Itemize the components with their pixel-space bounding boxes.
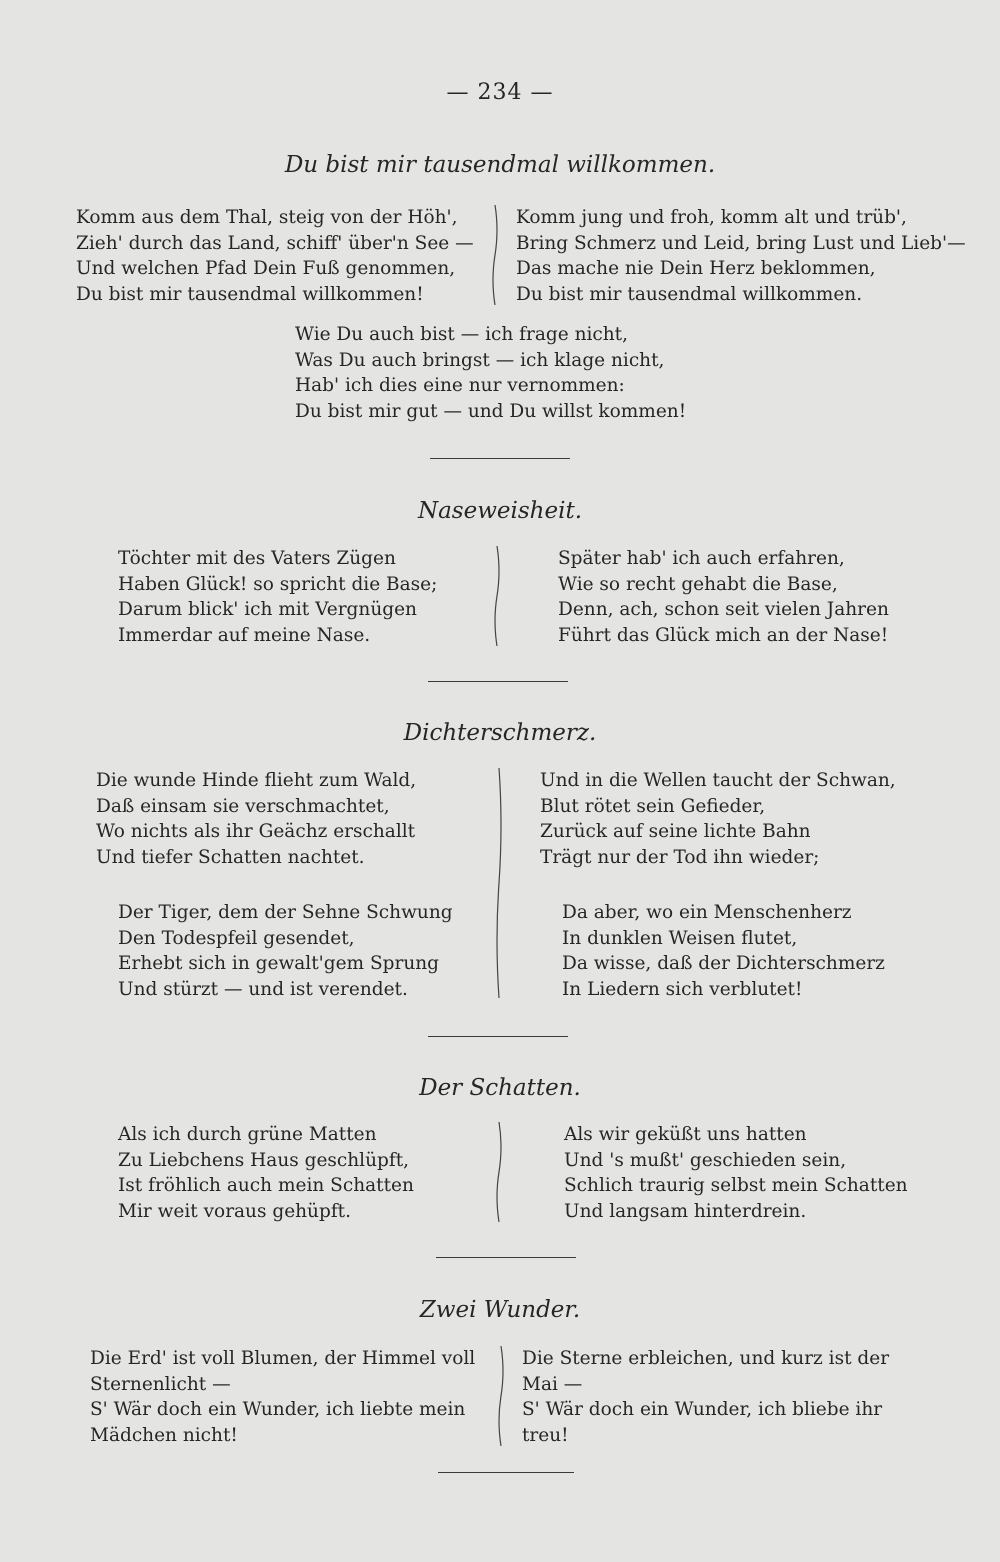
stanza-right (562, 900, 962, 1002)
verse-line: Du bist mir tausendmal willkommen. (516, 283, 863, 305)
verse-line: Als ich durch grüne Matten (118, 1124, 377, 1145)
verse-line: Und in die Wellen taucht der Schwan, (540, 770, 896, 791)
stanza-right (558, 546, 958, 648)
verse-line: Immerdar auf meine Nase. (118, 624, 371, 646)
stanza-left (90, 1346, 490, 1448)
brace-divider (496, 1346, 506, 1446)
stanza-left (76, 205, 486, 307)
verse-line: Ist fröhlich auch mein Schatten (118, 1175, 414, 1196)
verse-line: Wie Du auch bist — ich frage nicht, (295, 324, 628, 345)
verse-line: Du bist mir tausendmal willkommen! (76, 283, 424, 305)
section-divider (428, 1036, 568, 1037)
stanza-right (522, 1346, 922, 1448)
verse-line: Und welchen Pfad Dein Fuß genommen, (76, 258, 456, 279)
poem-title: Der Schatten. (419, 1075, 581, 1101)
verse-line: Töchter mit des Vaters Zügen (118, 548, 396, 569)
verse-line: Später hab' ich auch erfahren, (558, 548, 845, 569)
stanza-right (516, 205, 966, 307)
verse-line: In Liedern sich verblutet! (562, 978, 803, 1000)
verse-line: Und tiefer Schatten nachtet. (96, 846, 365, 868)
verse-line: Du bist mir gut — und Du willst kommen! (295, 400, 687, 422)
section-divider (438, 1472, 574, 1473)
verse-line: Denn, ach, schon seit vielen Jahren (558, 599, 889, 620)
stanza-left (118, 546, 488, 648)
verse-line: Zieh' durch das Land, schiff' über'n See — (76, 232, 474, 254)
verse-line: Komm aus dem Thal, steig von der Höh', (76, 207, 458, 228)
verse-line: Der Tiger, dem der Sehne Schwung (118, 902, 453, 923)
verse-line: Haben Glück! so spricht die Base; (118, 573, 438, 595)
verse-line: Wie so recht gehabt die Base, (558, 573, 838, 595)
verse-line: S' Wär doch ein Wunder, ich liebte mein Mädchen nicht! (90, 1399, 466, 1446)
stanza-center (295, 322, 735, 424)
verse-line: Und 's mußt' geschieden sein, (564, 1149, 847, 1171)
section-divider (430, 458, 570, 459)
poem-title: Naseweisheit. (417, 498, 583, 524)
verse-line: Erhebt sich in gewalt'gem Sprung (118, 953, 439, 974)
verse-line: Komm jung und froh, komm alt und trüb', (516, 207, 907, 228)
verse-line: Bring Schmerz und Leid, bring Lust und Lieb'— (516, 232, 966, 254)
verse-line: Zu Liebchens Haus geschlüpft, (118, 1149, 410, 1171)
verse-line: Den Todespfeil gesendet, (118, 927, 355, 949)
verse-line: Trägt nur der Tod ihn wieder; (540, 846, 820, 868)
stanza-left (118, 900, 488, 1002)
verse-line: Was Du auch bringst — ich klage nicht, (295, 349, 665, 371)
verse-line: Blut rötet sein Gefieder, (540, 795, 766, 817)
brace-divider (494, 1122, 504, 1222)
verse-line: Wo nichts als ihr Geächz erschallt (96, 821, 416, 842)
verse-line: Hab' ich dies eine nur vernommen: (295, 375, 625, 396)
section-divider (436, 1257, 576, 1258)
verse-line: Da wisse, daß der Dichterschmerz (562, 953, 885, 974)
verse-line: Führt das Glück mich an der Nase! (558, 624, 889, 646)
verse-line: Zurück auf seine lichte Bahn (540, 821, 811, 842)
verse-line: Mir weit voraus gehüpft. (118, 1200, 351, 1222)
stanza-right (540, 768, 960, 870)
poem-title: Dichterschmerz. (403, 720, 597, 746)
brace-divider (492, 546, 502, 646)
verse-line: Die Sterne erbleichen, und kurz ist der Mai — (522, 1348, 890, 1395)
verse-line: Und stürzt — und ist verendet. (118, 978, 408, 1000)
verse-line: Darum blick' ich mit Vergnügen (118, 599, 417, 620)
verse-line: Die wunde Hinde flieht zum Wald, (96, 770, 417, 791)
verse-line: Und langsam hinterdrein. (564, 1200, 807, 1222)
brace-divider (490, 205, 500, 305)
verse-line: Als wir geküßt uns hatten (564, 1124, 807, 1145)
stanza-left (96, 768, 486, 870)
verse-line: S' Wär doch ein Wunder, ich bliebe ihr treu! (522, 1399, 883, 1446)
stanza-left (118, 1122, 488, 1224)
poem-title: Zwei Wunder. (419, 1297, 581, 1323)
section-divider (428, 681, 568, 682)
verse-line: Daß einsam sie verschmachtet, (96, 795, 390, 817)
poem-title: Du bist mir tausendmal willkommen. (284, 152, 716, 178)
verse-line: Die Erd' ist voll Blumen, der Himmel voll Sternenlicht — (90, 1348, 476, 1395)
page-number: — 234 — (446, 80, 554, 105)
verse-line: Da aber, wo ein Menschenherz (562, 902, 852, 923)
stanza-right (564, 1122, 964, 1224)
brace-divider (494, 768, 504, 998)
verse-line: In dunklen Weisen flutet, (562, 927, 798, 949)
verse-line: Schlich traurig selbst mein Schatten (564, 1175, 908, 1196)
verse-line: Das mache nie Dein Herz beklommen, (516, 258, 876, 279)
